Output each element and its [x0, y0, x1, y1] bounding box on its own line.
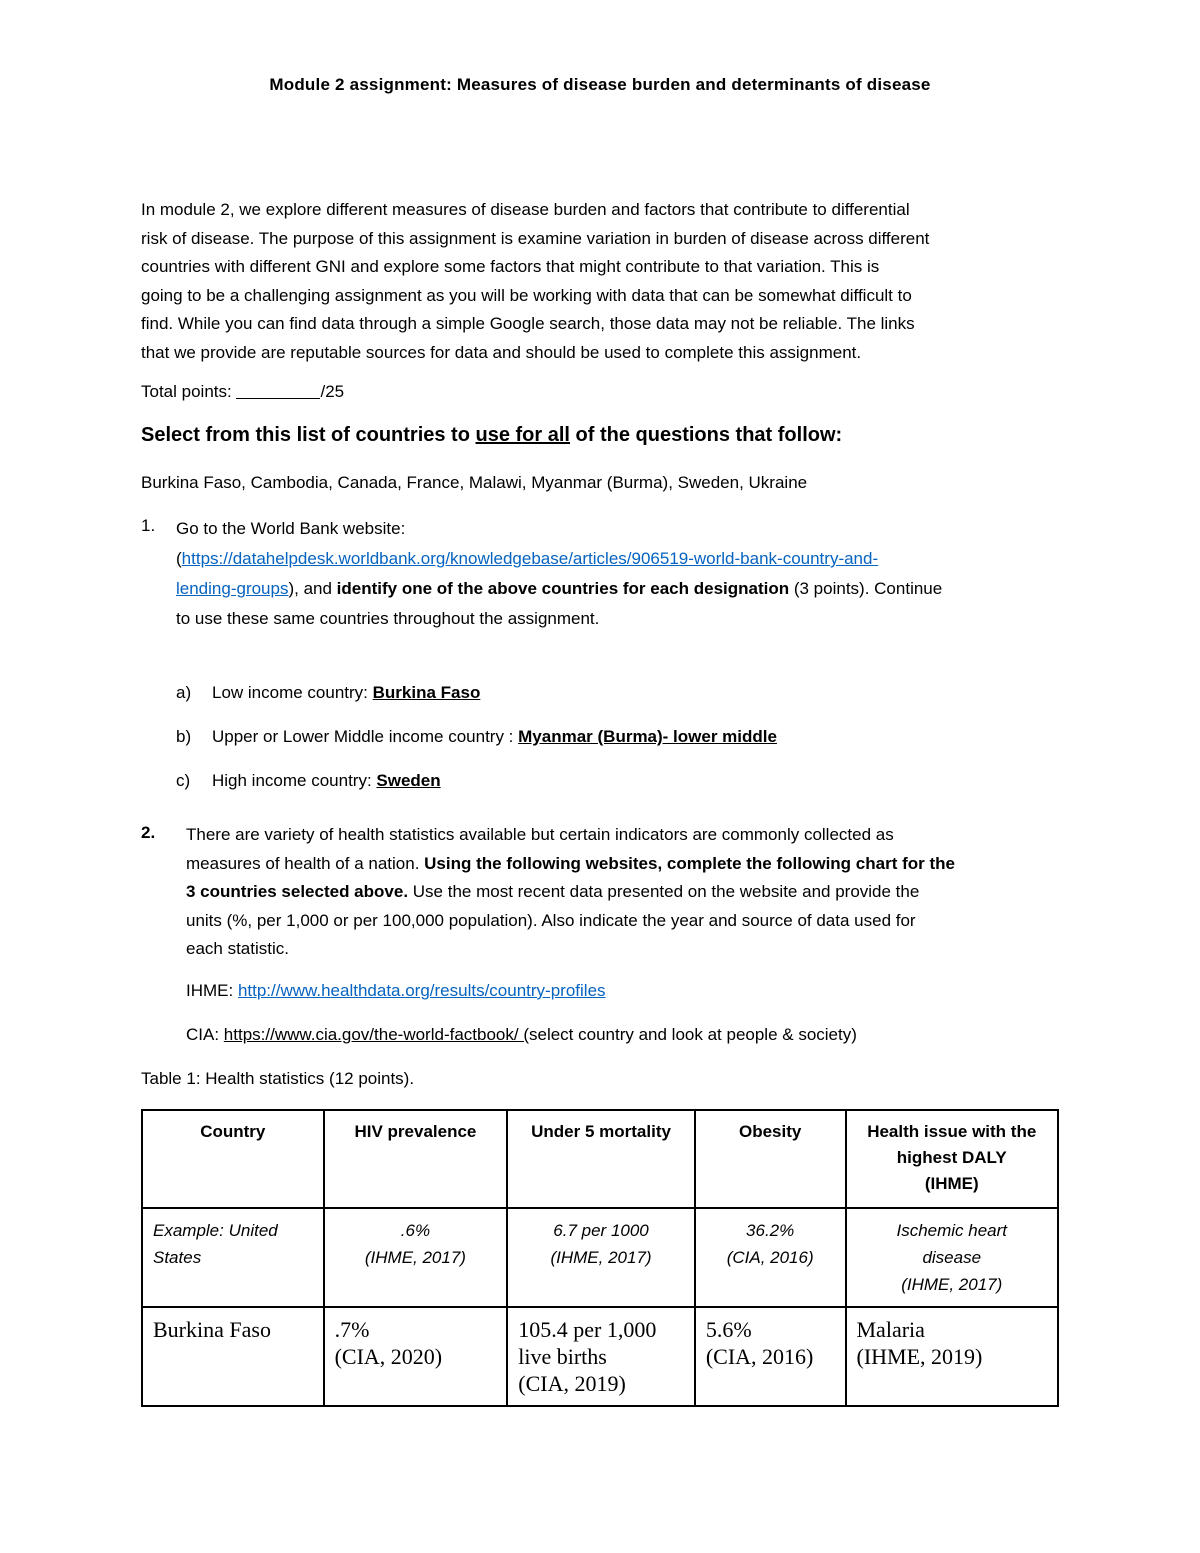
- q2-text: measures of health of a nation.: [186, 853, 425, 873]
- cell-line: (CIA, 2016): [705, 1344, 814, 1369]
- cell-hiv[interactable]: [324, 1307, 508, 1406]
- question-1-number: 1.: [141, 516, 156, 535]
- health-statistics-table: [141, 1109, 1059, 1407]
- cell-line: 6.7 per 1000: [553, 1221, 649, 1240]
- q2-line: units (%, per 1,000 or per 100,000 population). Also indicate the year and source of data used for: [186, 910, 916, 930]
- cell-line: 105.4 per 1,000: [518, 1317, 657, 1342]
- paren: (: [176, 549, 182, 568]
- table-header-row: [142, 1110, 1058, 1208]
- cell-line: (CIA, 2020): [334, 1344, 443, 1369]
- heading-text: Select from this list of countries to: [141, 424, 476, 446]
- q2-bold-text: 3 countries selected above.: [186, 882, 409, 901]
- header-hiv-prevalence: HIV prevalence: [324, 1110, 508, 1208]
- item-text: High income country:: [212, 771, 377, 790]
- intro-line: find. While you can find data through a simple Google search, those data may not be reliable. The links: [141, 314, 915, 333]
- intro-line: going to be a challenging assignment as you will be working with data that can be somewhat difficult to: [141, 285, 912, 305]
- cell-line: (IHME, 2019): [856, 1344, 983, 1369]
- item-answer: Myanmar (Burma)- lower middle: [518, 727, 777, 746]
- q2-bold-text: Using the following websites, complete the following chart for the: [424, 853, 955, 873]
- q1-bold-text: identify one of the above countries for each designation: [336, 579, 790, 598]
- cell-line: disease: [922, 1248, 982, 1267]
- q1-line: [176, 574, 1056, 604]
- cell-line: Malaria: [856, 1317, 925, 1342]
- table-row-burkina-faso: [142, 1307, 1058, 1406]
- cell-example-hiv: [324, 1208, 508, 1307]
- cell-daly[interactable]: [846, 1307, 1059, 1406]
- cell-line: live births: [518, 1344, 607, 1369]
- cell-line: Ischemic heart: [896, 1221, 1008, 1240]
- item-answer: Burkina Faso: [372, 683, 481, 702]
- world-bank-link-continued[interactable]: lending-groups: [176, 579, 289, 598]
- cia-instructions: select country and look at people & society): [528, 1025, 857, 1044]
- cia-source: [186, 1025, 857, 1045]
- country-list: Burkina Faso, Cambodia, Canada, France, Malawi, Myanmar (Burma), Sweden, Ukraine: [141, 473, 808, 492]
- cia-link-paren: (: [518, 1025, 529, 1044]
- cell-line: (IHME, 2017): [550, 1248, 652, 1267]
- page-title: Module 2 assignment: Measures of disease burden and determinants of disease: [269, 75, 931, 94]
- ihme-label: IHME:: [186, 981, 238, 1000]
- cell-line: Burkina Faso: [153, 1317, 271, 1342]
- score-blank[interactable]: [236, 382, 320, 399]
- q1-line: [176, 544, 1056, 574]
- cell-example-daly: [846, 1208, 1059, 1307]
- item-text: Upper or Lower Middle income country :: [212, 727, 519, 746]
- header-line: (IHME): [924, 1174, 979, 1193]
- header-line: highest DALY: [896, 1148, 1007, 1167]
- cell-line: States: [153, 1248, 202, 1267]
- table-caption: Table 1: Health statistics (12 points).: [141, 1069, 415, 1088]
- intro-line: risk of disease. The purpose of this assignment is examine variation in burden of disease across different: [141, 228, 930, 248]
- intro-line: In module 2, we explore different measures of disease burden and factors that contribute to differential: [141, 200, 910, 219]
- header-highest-daly: [846, 1110, 1059, 1208]
- header-obesity: Obesity: [695, 1110, 846, 1208]
- header-country: Country: [142, 1110, 324, 1208]
- item-label: c): [176, 771, 191, 790]
- cell-line: (CIA, 2019): [518, 1371, 626, 1396]
- question-2-text: [186, 821, 1066, 964]
- header-line: Health issue with the: [867, 1122, 1037, 1141]
- intro-line: that we provide are reputable sources for data and should be used to complete this assignment.: [141, 342, 862, 362]
- total-points-suffix: /25: [320, 382, 345, 401]
- answer-low-income: [176, 683, 480, 703]
- cell-example-country: [142, 1208, 324, 1307]
- total-points: [141, 382, 344, 402]
- country-select-heading: [141, 424, 842, 447]
- q2-text: Use the most recent data presented on the website and provide the: [408, 882, 920, 901]
- question-2-number: 2.: [141, 823, 156, 842]
- cell-example-obesity: [695, 1208, 846, 1307]
- answer-middle-income: [176, 727, 777, 747]
- cell-line: (IHME, 2017): [901, 1275, 1003, 1294]
- q2-line: There are variety of health statistics available but certain indicators are commonly collected as: [186, 825, 894, 844]
- ihme-link[interactable]: http://www.healthdata.org/results/country-profiles: [237, 981, 606, 1000]
- q1-text: (3 points). Continue: [789, 579, 943, 598]
- q2-line: [186, 878, 1066, 907]
- cell-line: .6%: [400, 1221, 431, 1240]
- cell-line: 36.2%: [746, 1221, 795, 1240]
- intro-paragraph: [141, 196, 1066, 367]
- item-label: b): [176, 727, 192, 746]
- total-points-label: Total points:: [141, 382, 232, 401]
- q2-line: [186, 850, 1066, 879]
- cell-line: (CIA, 2016): [726, 1248, 814, 1267]
- table-row-example: [142, 1208, 1058, 1307]
- cia-label: CIA:: [186, 1025, 224, 1044]
- header-under5-mortality: Under 5 mortality: [507, 1110, 695, 1208]
- cell-obesity[interactable]: [695, 1307, 846, 1406]
- cell-under5[interactable]: [507, 1307, 695, 1406]
- heading-text: of the questions that follow:: [569, 424, 843, 446]
- cia-link[interactable]: [224, 1025, 529, 1044]
- cell-country[interactable]: [142, 1307, 324, 1406]
- ihme-source: [186, 981, 606, 1001]
- world-bank-link[interactable]: https://datahelpdesk.worldbank.org/knowledgebase/articles/906519-world-bank-country-and-: [181, 549, 879, 568]
- item-label: a): [176, 683, 192, 702]
- q2-line: each statistic.: [186, 939, 289, 958]
- item-answer: Sweden: [376, 771, 441, 790]
- q1-line: to use these same countries throughout the assignment.: [176, 609, 600, 628]
- item-text: Low income country:: [212, 683, 373, 702]
- cell-line: Example: United: [153, 1221, 278, 1240]
- heading-emphasis: use for all: [475, 424, 570, 446]
- intro-line: countries with different GNI and explore some factors that might contribute to that variation. This is: [141, 257, 880, 276]
- q1-text: ), and: [288, 579, 337, 598]
- cell-line: 5.6%: [705, 1317, 752, 1342]
- cia-link-text[interactable]: https://www.cia.gov/the-world-factbook/: [223, 1025, 519, 1044]
- cell-line: .7%: [334, 1317, 370, 1342]
- question-1-text: [176, 514, 1056, 634]
- cell-example-under5: [507, 1208, 695, 1307]
- cell-line: (IHME, 2017): [364, 1248, 466, 1267]
- q1-line: Go to the World Bank website:: [176, 519, 406, 538]
- answer-high-income: [176, 771, 441, 791]
